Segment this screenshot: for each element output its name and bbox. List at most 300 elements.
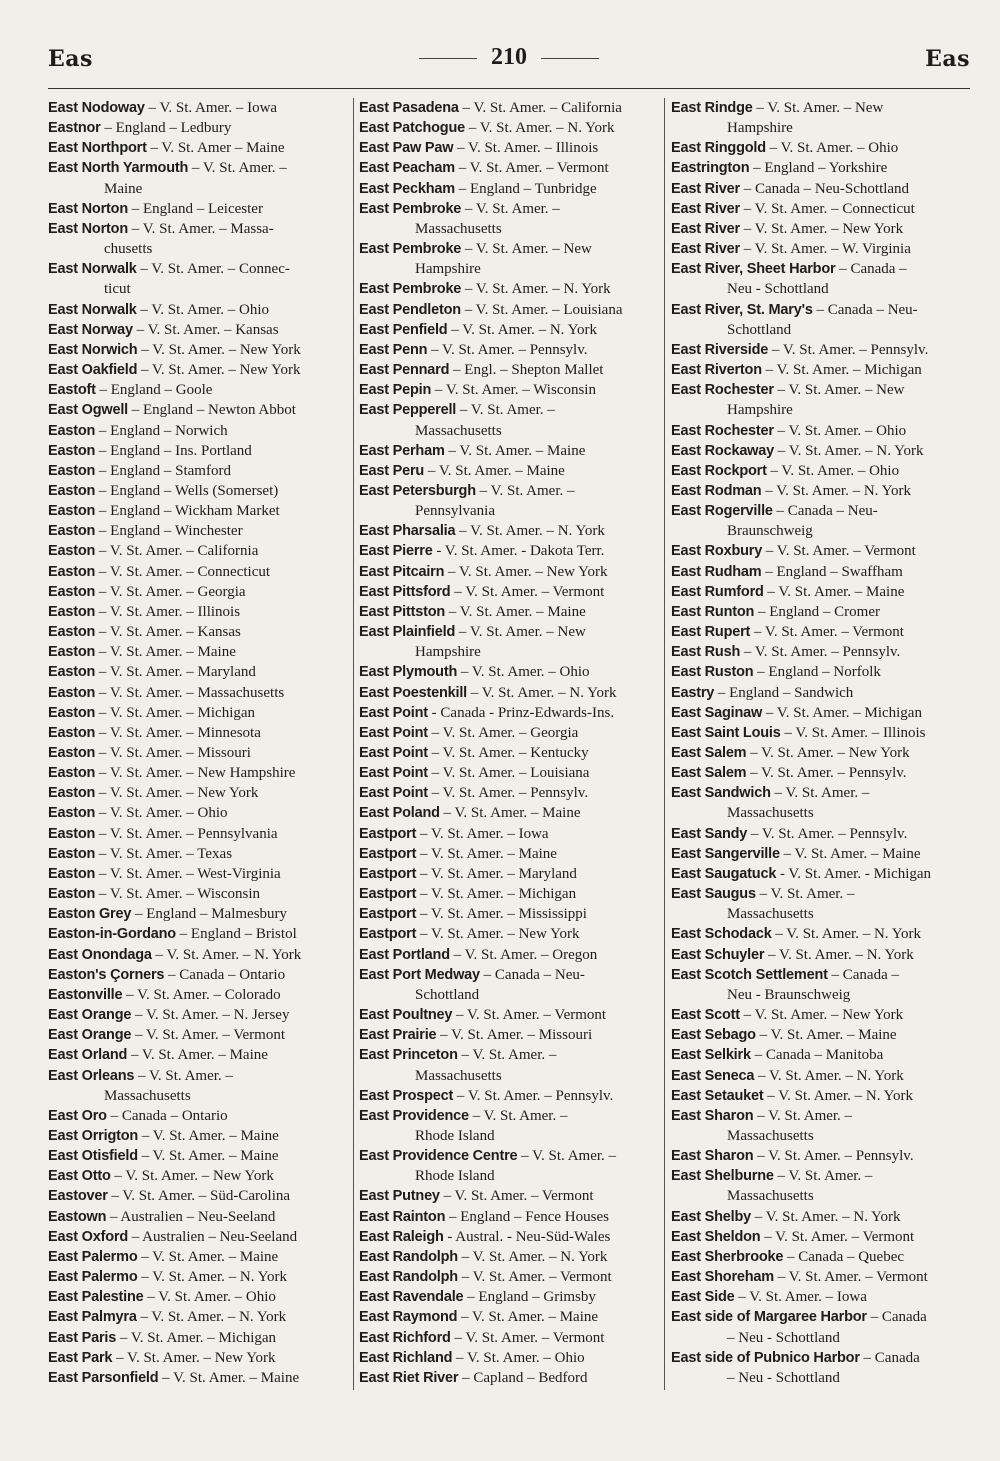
entry-headword: Eastnor xyxy=(48,120,101,137)
entry-description: – England – Yorkshire xyxy=(749,160,888,177)
entry-description: – V. St. Amer. – Iowa xyxy=(144,100,278,116)
entry-description: – V. St. Amer. – Minnesota xyxy=(95,724,261,741)
gazetteer-entry xyxy=(48,521,350,541)
gazetteer-entry xyxy=(48,904,350,924)
entry-headword: Easton xyxy=(48,664,96,681)
entry-description: – V. St. Amer. – Maine xyxy=(158,1369,300,1386)
entry-continuation: Massachusetts xyxy=(727,1127,814,1144)
entry-description: – V. St. Amer. – New xyxy=(752,100,884,116)
gazetteer-entry xyxy=(48,1267,350,1287)
entry-description: – V. St. Amer. – Illinois xyxy=(780,724,926,741)
entry-description: – England – Goole xyxy=(95,382,213,399)
entry-continuation: Neu - Schottland xyxy=(727,281,829,298)
entry-continuation: Massachusetts xyxy=(415,1067,502,1084)
entry-headword: East Shelby xyxy=(671,1208,751,1225)
entry-headword: East Saugatuck xyxy=(671,865,777,882)
entry-headword: East Paris xyxy=(48,1329,117,1346)
entry-description: – V. St. Amer. – Louisiana xyxy=(427,765,590,782)
entry-headword: East Seneca xyxy=(671,1067,755,1084)
entry-description: – V. St. Amer. – xyxy=(461,200,560,217)
entry-headword: East Palestine xyxy=(48,1289,144,1306)
gazetteer-entry xyxy=(48,562,350,582)
entry-description: – V. St. Amer. – Maine xyxy=(445,603,586,620)
entry-description: – V. St. Amer. – Ohio xyxy=(452,1349,585,1366)
entry-description: – V. St. Amer. – Louisiana xyxy=(460,301,623,318)
entry-headword: East side of Pubnico Harbor xyxy=(671,1349,860,1366)
entry-headword: East Ruston xyxy=(671,664,754,681)
entry-description: – England – Bristol xyxy=(175,926,297,943)
entry-headword: Easton's Çorners xyxy=(48,966,165,983)
gazetteer-entry xyxy=(359,1186,661,1206)
gazetteer-entry xyxy=(359,1368,661,1388)
entry-headword: East Riverton xyxy=(671,362,762,379)
entry-description: – Engl. – Shepton Mallet xyxy=(449,362,604,379)
gazetteer-entry xyxy=(359,279,661,299)
gazetteer-entry xyxy=(671,1287,973,1307)
entry-continuation: Massachusetts xyxy=(104,1087,191,1104)
gazetteer-column-2 xyxy=(359,98,661,1388)
entry-description: – V. St. Amer. – Vermont xyxy=(452,1007,607,1024)
entry-description: – V. St. Amer. – Maine xyxy=(424,462,565,479)
entry-headword: East Point xyxy=(359,745,428,761)
entry-description: – V. St. Amer. – Vermont xyxy=(750,624,904,641)
gazetteer-entry xyxy=(48,1348,350,1368)
entry-headword: East River xyxy=(671,180,740,197)
gazetteer-entry xyxy=(359,1005,661,1025)
gazetteer-entry xyxy=(48,945,350,965)
entry-headword: Eastport xyxy=(359,865,417,882)
entry-description: – V. St. Amer. – Maine xyxy=(763,583,905,600)
gazetteer-entry xyxy=(359,1086,661,1106)
entry-description: – V. St. Amer. – New York xyxy=(137,362,301,379)
gazetteer-entry xyxy=(359,824,661,844)
gazetteer-entry xyxy=(48,1005,350,1025)
gazetteer-entry xyxy=(671,965,973,1005)
entry-description: – V. St. Amer. – Wisconsin xyxy=(431,382,596,399)
entry-headword: East Portland xyxy=(359,946,450,963)
entry-headword: East Pasadena xyxy=(359,100,459,116)
gazetteer-column-3 xyxy=(671,98,973,1388)
gazetteer-entry xyxy=(671,300,973,340)
column-divider xyxy=(664,98,665,1390)
gazetteer-entry xyxy=(671,602,973,622)
gazetteer-entry xyxy=(48,118,350,138)
entry-description: – England – Sandwich xyxy=(714,684,854,701)
entry-headword: East Norwich xyxy=(48,341,138,358)
gazetteer-entry xyxy=(48,300,350,320)
entry-headword: East Peacham xyxy=(359,160,455,177)
entry-continuation: Rhode Island xyxy=(415,1127,495,1144)
entry-headword: Easton xyxy=(48,684,96,701)
entry-description: – V. St. Amer. – New York xyxy=(416,926,580,943)
entry-continuation: Hampshire xyxy=(415,644,481,661)
entry-headword: Easton xyxy=(48,503,96,520)
entry-headword: East Rockaway xyxy=(671,442,774,459)
gazetteer-entry xyxy=(359,461,661,481)
entry-headword: East Sebago xyxy=(671,1027,756,1044)
gazetteer-entry xyxy=(359,622,661,662)
entry-description: – V. St. Amer. – N. York xyxy=(754,1067,904,1084)
gazetteer-entry xyxy=(48,98,350,118)
entry-description: – V. St. Amer. – Vermont xyxy=(762,543,916,560)
entry-description: – V. St. Amer. – Pennsylv. xyxy=(427,785,589,802)
entry-headword: Easton xyxy=(48,422,96,439)
header-dash-right xyxy=(541,58,599,59)
entry-headword: East Prairie xyxy=(359,1027,437,1044)
entry-description: – England – Newton Abbot xyxy=(128,402,296,419)
entry-description: – V. St. Amer. – Vermont xyxy=(450,1329,605,1346)
header-left-catchword: Eas xyxy=(48,46,93,72)
entry-description: – England – Malmesbury xyxy=(131,906,288,923)
entry-headword: East Sharon xyxy=(671,1107,754,1124)
entry-continuation: Massachusetts xyxy=(415,220,502,237)
entry-description: – Capland – Bedford xyxy=(458,1369,588,1386)
entry-description: – V. St. Amer. – xyxy=(134,1067,233,1084)
gazetteer-entry xyxy=(48,884,350,904)
entry-description: – England – Wickham Market xyxy=(95,503,280,520)
gazetteer-entry xyxy=(671,1146,973,1166)
entry-headword: East Otisfield xyxy=(48,1148,138,1165)
entry-headword: Easton xyxy=(48,482,96,499)
entry-headword: East Pittsford xyxy=(359,583,451,600)
gazetteer-entry xyxy=(48,400,350,420)
entry-headword: East Rindge xyxy=(671,100,753,116)
entry-headword: East Norwalk xyxy=(48,301,137,318)
entry-headword: East Norway xyxy=(48,321,133,338)
entry-headword: East Ogwell xyxy=(48,402,128,419)
entry-headword: East Providence Centre xyxy=(359,1148,518,1165)
entry-description: – V. St. Amer. – Ohio xyxy=(136,301,270,318)
entry-description: - V. St. Amer. - Michigan xyxy=(776,865,932,882)
entry-description: – V. St. Amer. – New York xyxy=(444,563,608,580)
gazetteer-entry xyxy=(359,1207,661,1227)
entry-headword: East Rodman xyxy=(671,482,762,499)
gazetteer-entry xyxy=(48,1207,350,1227)
entry-description: – V. St. Amer. – N. York xyxy=(467,684,617,701)
entry-headword: Easton xyxy=(48,563,96,580)
gazetteer-entry xyxy=(359,723,661,743)
entry-description: – V. St. Amer. – Vermont xyxy=(454,160,609,177)
entry-headword: East Orange xyxy=(48,1027,132,1044)
gazetteer-entry xyxy=(48,340,350,360)
entry-continuation: Pennsylvania xyxy=(415,503,495,520)
gazetteer-entry xyxy=(671,703,973,723)
entry-description: – England – Swaffham xyxy=(761,563,903,580)
entry-headword: East Richland xyxy=(359,1349,453,1366)
gazetteer-entry xyxy=(671,219,973,239)
gazetteer-entry xyxy=(671,622,973,642)
entry-headword: Easton xyxy=(48,825,96,842)
entry-description: – V. St. Amer. – xyxy=(188,160,287,177)
entry-description: – V. St. Amer. – Illinois xyxy=(95,603,241,620)
gazetteer-entry xyxy=(48,844,350,864)
entry-description: – Canada – Ontario xyxy=(106,1107,228,1124)
gazetteer-entry xyxy=(671,541,973,561)
entry-headword: East Princeton xyxy=(359,1047,458,1064)
gazetteer-entry xyxy=(359,138,661,158)
entry-description: – V. St. Amer. – Maine xyxy=(95,644,236,661)
entry-description: – V. St. Amer. – Vermont xyxy=(457,1269,612,1286)
entry-headword: East River, Sheet Harbor xyxy=(671,261,836,278)
entry-description: – V. St. Amer. – New xyxy=(773,382,905,399)
gazetteer-entry xyxy=(671,441,973,461)
gazetteer-entry xyxy=(671,158,973,178)
entry-headword: East Riet River xyxy=(359,1369,459,1386)
entry-headword: East Pembroke xyxy=(359,200,462,217)
gazetteer-entry xyxy=(359,884,661,904)
entry-description: – V. St. Amer. – N. York xyxy=(136,1309,287,1326)
entry-description: – Canada – Neu- xyxy=(812,301,918,318)
entry-description: – V. St. Amer. – Pennsylv. xyxy=(746,765,907,782)
entry-description: – England – Wells (Somerset) xyxy=(95,482,279,499)
entry-headword: East Paw Paw xyxy=(359,140,454,157)
gazetteer-entry xyxy=(48,1368,350,1388)
gazetteer-entry xyxy=(48,783,350,803)
gazetteer-entry xyxy=(671,662,973,682)
entry-headword: East Raleigh xyxy=(359,1228,444,1245)
entry-description: – England – Fence Houses xyxy=(445,1208,609,1225)
entry-description: – V. St. Amer. – xyxy=(773,1168,873,1185)
gazetteer-entry xyxy=(48,1045,350,1065)
entry-headword: East Pennard xyxy=(359,362,450,379)
entry-description: – V. St. Amer. – xyxy=(770,785,870,802)
entry-continuation: Hampshire xyxy=(727,402,793,419)
entry-headword: East Sherbrooke xyxy=(671,1248,784,1265)
entry-description: – V. St. Amer. – California xyxy=(458,100,622,116)
entry-headword: Eastport xyxy=(359,886,417,903)
entry-description: – V. St. Amer. – New York xyxy=(112,1349,276,1366)
entry-headword: Eastoft xyxy=(48,382,96,399)
entry-description: – V. St. Amer. – Vermont xyxy=(131,1027,286,1044)
entry-headword: East Providence xyxy=(359,1107,469,1124)
entry-description: – V. St. Amer. – Vermont xyxy=(450,583,605,600)
gazetteer-entry xyxy=(48,965,350,985)
entry-continuation: Hampshire xyxy=(415,261,481,278)
entry-description: – V. St. Amer. – xyxy=(755,886,855,903)
entry-description: – England – Winchester xyxy=(95,523,243,540)
entry-headword: East Saint Louis xyxy=(671,724,781,741)
entry-headword: Easton xyxy=(48,785,96,802)
gazetteer-entry xyxy=(359,400,661,440)
entry-continuation: – Neu - Schottland xyxy=(727,1329,840,1346)
gazetteer-entry xyxy=(48,481,350,501)
entry-headword: East Scotch Settlement xyxy=(671,966,828,983)
entry-continuation: Hampshire xyxy=(727,120,793,137)
entry-description: – V. St. Amer. – Pennsylv. xyxy=(740,644,901,661)
entry-description: – V. St. Amer. – Ohio xyxy=(95,805,228,822)
entry-headword: East Plymouth xyxy=(359,664,458,681)
entry-description: – V. St. Amer. – New xyxy=(461,241,592,258)
gazetteer-entry xyxy=(48,803,350,823)
entry-description: – V. St. Amer. – New York xyxy=(739,1007,904,1024)
entry-headword: East Sandwich xyxy=(671,785,771,802)
entry-continuation: Schottland xyxy=(727,321,792,338)
gazetteer-entry xyxy=(48,1146,350,1166)
gazetteer-entry xyxy=(48,501,350,521)
entry-description: – V. St. Amer. – N. York xyxy=(455,523,605,540)
entry-description: – V. St. Amer. – Colorado xyxy=(122,986,281,1003)
gazetteer-entry xyxy=(48,703,350,723)
gazetteer-entry xyxy=(359,98,661,118)
gazetteer-entry xyxy=(48,1186,350,1206)
entry-description: - V. St. Amer. - Dakota Terr. xyxy=(432,543,605,560)
entry-headword: East Patchogue xyxy=(359,120,465,137)
entry-headword: East Rochester xyxy=(671,422,774,439)
entry-headword: East Shelburne xyxy=(671,1168,774,1185)
gazetteer-entry xyxy=(48,320,350,340)
entry-headword: East Peckham xyxy=(359,180,455,197)
gazetteer-entry xyxy=(359,945,661,965)
gazetteer-entry xyxy=(359,239,661,279)
entry-headword: East Side xyxy=(671,1289,735,1306)
entry-description: – England – Norwich xyxy=(95,422,228,439)
page-header xyxy=(48,42,970,82)
entry-description: – V. St. Amer. – Connec- xyxy=(136,261,290,278)
entry-description: – V. St. Amer. – California xyxy=(95,543,259,560)
gazetteer-entry xyxy=(48,743,350,763)
gazetteer-entry xyxy=(359,683,661,703)
gazetteer-entry xyxy=(359,803,661,823)
entry-description: – V. St. Amer. – Massa- xyxy=(127,220,274,237)
entry-description: – V. St. Amer. – New York xyxy=(746,745,910,761)
entry-description: – V. St. Amer. – Michigan xyxy=(116,1329,277,1346)
entry-headword: East Rudham xyxy=(671,563,762,580)
gazetteer-entry xyxy=(671,864,973,884)
entry-headword: East Peru xyxy=(359,462,425,479)
entry-headword: Easton xyxy=(48,462,96,479)
entry-description: – V. St. Amer. – Maine xyxy=(779,845,921,862)
entry-description: – V. St. Amer. – Texas xyxy=(95,845,233,862)
entry-headword: East Salem xyxy=(671,765,747,782)
gazetteer-entry xyxy=(359,662,661,682)
entry-headword: Eastport xyxy=(359,845,417,862)
gazetteer-entry xyxy=(671,743,973,763)
entry-headword: Eastrington xyxy=(671,160,750,177)
gazetteer-entry xyxy=(48,1106,350,1126)
gazetteer-entry xyxy=(359,1227,661,1247)
gazetteer-entry xyxy=(48,864,350,884)
entry-headword: East Rochester xyxy=(671,382,774,399)
entry-continuation: Massachusetts xyxy=(415,422,502,439)
gazetteer-entry xyxy=(671,844,973,864)
gazetteer-entry xyxy=(671,884,973,924)
gazetteer-entry xyxy=(48,1247,350,1267)
gazetteer-entry xyxy=(48,441,350,461)
gazetteer-entry xyxy=(359,521,661,541)
gazetteer-entry xyxy=(359,763,661,783)
entry-description: – V. St. Amer. – Maine xyxy=(137,1148,279,1165)
gazetteer-entry xyxy=(359,360,661,380)
entry-description: – V. St. Amer. – Kansas xyxy=(132,321,279,338)
gazetteer-entry xyxy=(671,1066,973,1086)
entry-description: – V. St. Amer. – New York xyxy=(137,341,301,358)
entry-headword: East Northport xyxy=(48,140,147,157)
entry-headword: East Rumford xyxy=(671,583,764,600)
entry-description: – V. St. Amer. – N. Jersey xyxy=(131,1007,290,1024)
entry-headword: Easton xyxy=(48,886,96,903)
entry-headword: East Otto xyxy=(48,1168,111,1185)
entry-continuation: Braunschweig xyxy=(727,523,813,540)
entry-headword: East Parsonfield xyxy=(48,1369,159,1386)
entry-description: – V. St. Amer. – Maine xyxy=(439,805,581,822)
gazetteer-entry xyxy=(671,380,973,420)
entry-description: – V. St. Amer – Maine xyxy=(146,140,285,157)
entry-headword: East Selkirk xyxy=(671,1047,751,1064)
entry-headword: East Penfield xyxy=(359,321,448,338)
entry-headword: Eastport xyxy=(359,926,417,943)
gazetteer-entry xyxy=(359,783,661,803)
gazetteer-entry xyxy=(359,1247,661,1267)
entry-description: – V. St. Amer. – West-Virginia xyxy=(95,865,281,882)
entry-description: - Canada - Prinz-Edwards-Ins. xyxy=(427,704,615,721)
gazetteer-entry xyxy=(359,924,661,944)
entry-headword: Easton xyxy=(48,765,96,782)
gazetteer-entry xyxy=(48,763,350,783)
entry-headword: East Setauket xyxy=(671,1087,764,1104)
entry-description: – V. St. Amer. – Michigan xyxy=(95,704,256,721)
entry-description: – V. St. Amer. – Vermont xyxy=(760,1228,915,1245)
entry-description: - Austral. - Neu-Süd-Wales xyxy=(443,1228,611,1245)
entry-description: – V. St. Amer. – New Hampshire xyxy=(95,765,296,782)
entry-headword: East Park xyxy=(48,1349,113,1366)
entry-description: – V. St. Amer. – Maine xyxy=(755,1027,897,1044)
gazetteer-entry xyxy=(671,501,973,541)
entry-headword: East Richford xyxy=(359,1329,451,1346)
entry-description: – V. St. Amer. – Maryland xyxy=(416,865,577,882)
entry-headword: Eastport xyxy=(359,906,417,923)
entry-description: – Canada xyxy=(859,1349,920,1366)
entry-headword: East Salem xyxy=(671,745,747,761)
gazetteer-entry xyxy=(671,481,973,501)
entry-description: – V. St. Amer. – N. York xyxy=(763,1087,913,1104)
gazetteer-entry xyxy=(48,541,350,561)
entry-continuation: Massachusetts xyxy=(727,1188,814,1205)
entry-description: – V. St. Amer. – Michigan xyxy=(762,704,922,721)
entry-headword: East Oakfield xyxy=(48,362,138,379)
entry-headword: East River xyxy=(671,220,740,237)
gazetteer-entry xyxy=(359,1045,661,1085)
entry-description: – V. St. Amer. – Vermont xyxy=(773,1269,928,1286)
entry-description: – V. St. Amer. – Georgia xyxy=(427,724,579,741)
gazetteer-entry xyxy=(359,541,661,561)
gazetteer-entry xyxy=(359,481,661,521)
entry-description: – England – Leicester xyxy=(127,200,263,217)
entry-continuation: Massachusetts xyxy=(727,805,814,822)
entry-headword: East Oro xyxy=(48,1107,107,1124)
entry-description: – V. St. Amer. – Süd-Carolina xyxy=(107,1188,291,1205)
gazetteer-entry xyxy=(671,945,973,965)
entry-description: – V. St. Amer. – Mississippi xyxy=(416,906,587,923)
entry-description: – Canada – Quebec xyxy=(783,1248,905,1265)
entry-headword: Eastry xyxy=(671,684,715,701)
entry-headword: East Ravendale xyxy=(359,1289,464,1306)
entry-description: – V. St. Amer. – Maine xyxy=(138,1127,279,1144)
gazetteer-entry xyxy=(48,985,350,1005)
entry-headword: Eastonville xyxy=(48,986,123,1003)
entry-description: – Canada – Neu-Schottland xyxy=(739,180,910,197)
gazetteer-entry xyxy=(359,118,661,138)
entry-description: – V. St. Amer. – N. York xyxy=(461,281,611,298)
gazetteer-entry xyxy=(48,1066,350,1106)
entry-headword: East Pittston xyxy=(359,603,446,620)
gazetteer-entry xyxy=(359,582,661,602)
entry-headword: Easton xyxy=(48,644,96,661)
gazetteer-entry xyxy=(48,1227,350,1247)
entry-description: – V. St. Amer. – Kansas xyxy=(95,624,241,641)
header-rule xyxy=(48,88,970,89)
gazetteer-entry xyxy=(671,1086,973,1106)
entry-description: – V. St. Amer. – Ohio xyxy=(457,664,590,681)
